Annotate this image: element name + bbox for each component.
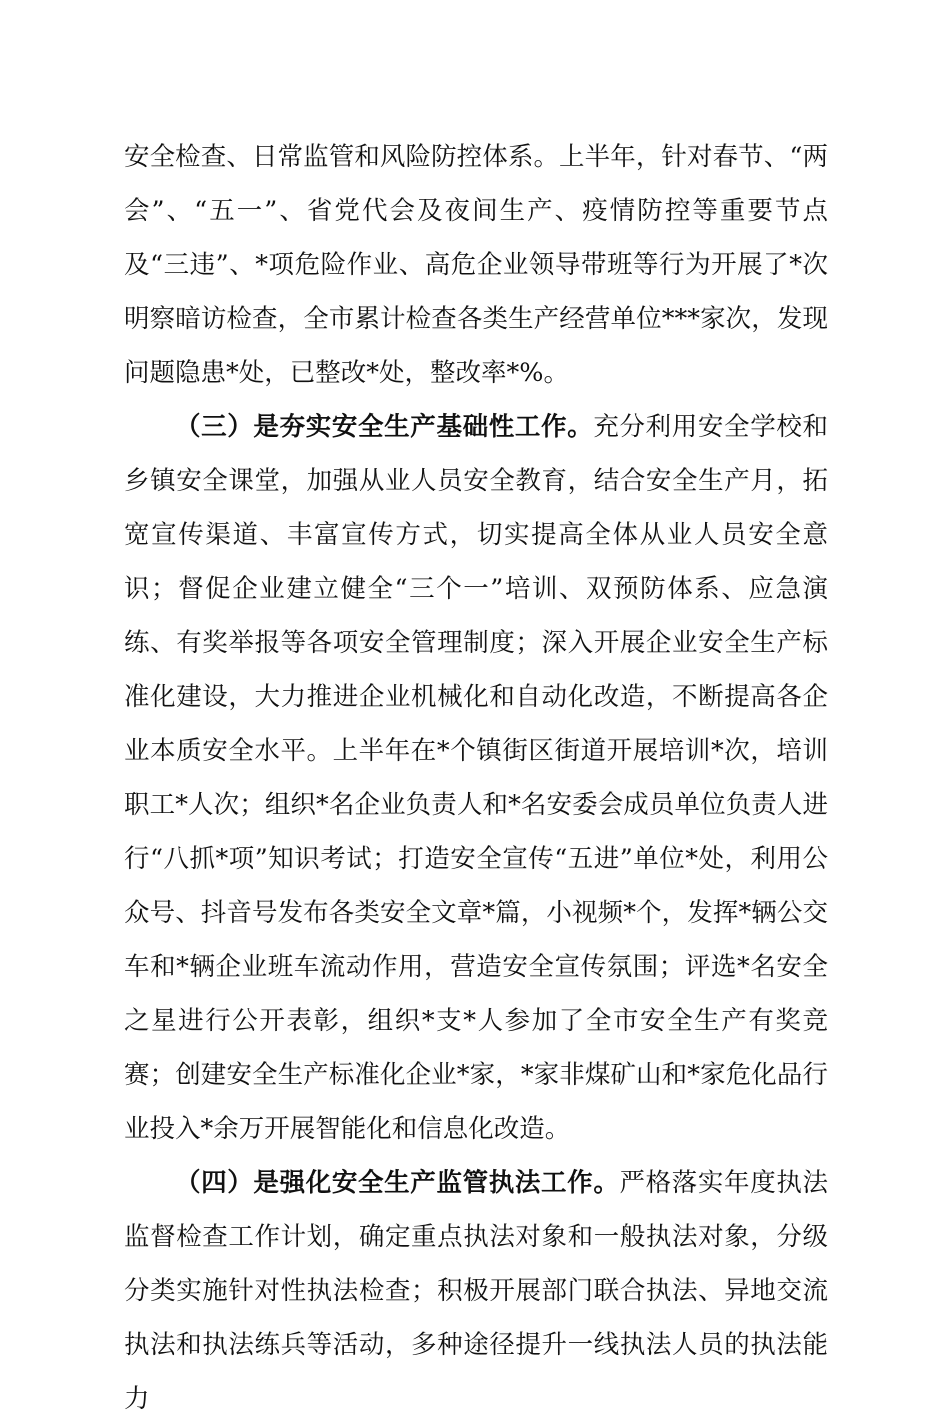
section-heading-three: （三）是夯实安全生产基础性工作。 [175,412,594,442]
paragraph-section-three [124,400,828,1156]
document-body [124,130,828,1426]
paragraph-text: 安全检查、日常监管和风险防控体系。上半年，针对春节、“两会”、“五一”、省党代会及夜间生产、疫情防控等重要节点及“三违”、*项危险作业、高危企业领导带班等行为开展了*次明察暗访检查，全市累计检查各类生产经营单位***家次，发现问题隐患*处，已整改*处，整改率*%。 [124,142,828,388]
section-heading-four: （四）是强化安全生产监管执法工作。 [175,1168,620,1198]
paragraph-continuation [124,130,828,400]
paragraph-section-four [124,1156,828,1426]
paragraph-text: 充分利用安全学校和乡镇安全课堂，加强从业人员安全教育，结合安全生产月，拓宽宣传渠道、丰富宣传方式，切实提高全体从业人员安全意识；督促企业建立健全“三个一”培训、双预防体系、应急演练、有奖举报等各项安全管理制度；深入开展企业安全生产标准化建设，大力推进企业机械化和自动化改造，不断提高各企业本质安全水平。上半年在*个镇街区街道开展培训*次，培训职工*人次；组织*名企业负责人和*名安委会成员单位负责人进行“八抓*项”知识考试；打造安全宣传“五进”单位*处，利用公众号、抖音号发布各类安全文章*篇，小视频*个，发挥*辆公交车和*辆企业班车流动作用，营造安全宣传氛围；评选*名安全之星进行公开表彰，组织*支*人参加了全市安全生产有奖竞赛；创建安全生产标准化企业*家，*家非煤矿山和*家危化品行业投入*余万开展智能化和信息化改造。 [124,412,828,1144]
paragraph-text: 严格落实年度执法监督检查工作计划，确定重点执法对象和一般执法对象，分级分类实施针对性执法检查；积极开展部门联合执法、异地交流执法和执法练兵等活动，多种途径提升一线执法人员的执法能力 [124,1168,828,1414]
